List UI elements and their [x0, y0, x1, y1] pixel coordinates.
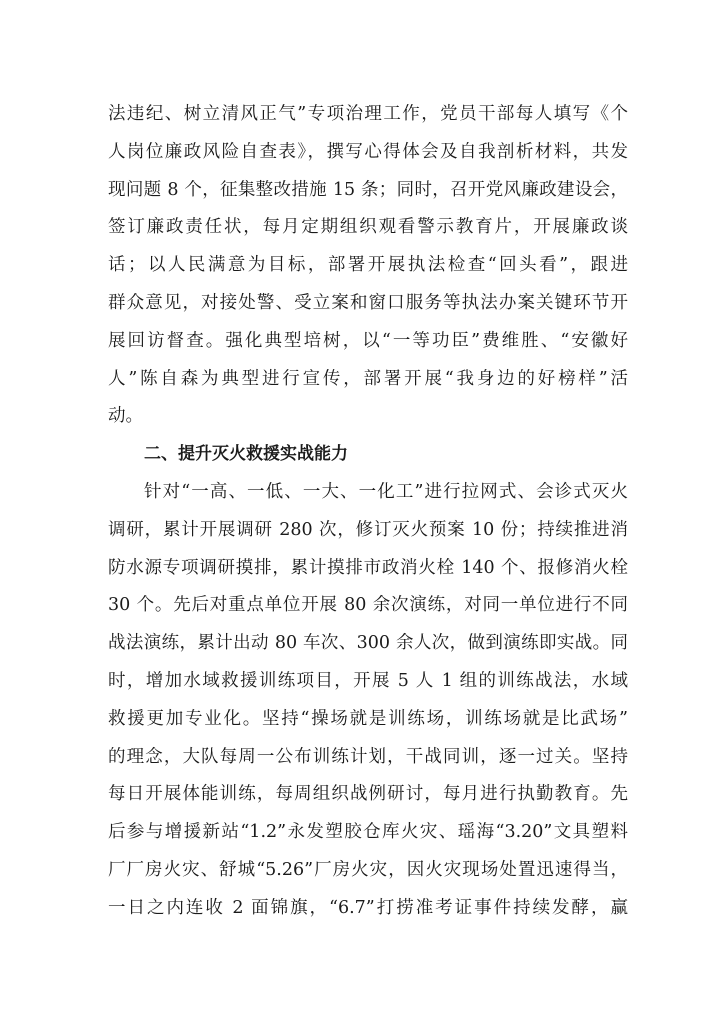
paragraph-line: 动。 [108, 406, 143, 427]
paragraph-line: 每日开展体能训练，每周组织战例研讨，每月进行执勤教育。先 [108, 784, 628, 805]
paragraph-line: 防水源专项调研摸排，累计摸排市政消火栓 140 个、报修消火栓 [108, 557, 628, 578]
paragraph-line: 战法演练，累计出动 80 车次、300 余人次，做到演练即实战。同 [108, 633, 628, 654]
paragraph-line: 人岗位廉政风险自查表》，撰写心得体会及自我剖析材料，共发 [108, 141, 628, 162]
paragraph-line: 时，增加水域救援训练项目，开展 5 人 1 组的训练战法，水域 [108, 670, 628, 691]
paragraph-line: 签订廉政责任状，每月定期组织观看警示教育片，开展廉政谈 [108, 217, 628, 238]
paragraph-line: 厂厂房火灾、舒城“5.26”厂房火灾，因火灾现场处置迅速得当， [108, 859, 628, 880]
section-heading: 二、提升灭火救援实战能力 [144, 444, 348, 465]
paragraph-line: 一日之内连收 2 面锦旗，“6.7”打捞准考证事件持续发酵，赢 [108, 897, 628, 918]
paragraph-line: 话；以人民满意为目标，部署开展执法检查“回头看”，跟进 [108, 255, 628, 276]
paragraph-line: 后参与增援新站“1.2”永发塑胶仓库火灾、瑶海“3.20”文具塑料 [108, 822, 628, 843]
paragraph-line: 群众意见，对接处警、受立案和窗口服务等执法办案关键环节开 [108, 292, 628, 313]
paragraph-line: 现问题 8 个，征集整改措施 15 条；同时，召开党风廉政建设会， [108, 179, 628, 200]
paragraph-line: 30 个。先后对重点单位开展 80 余次演练，对同一单位进行不同 [108, 595, 628, 616]
document-body [108, 96, 628, 928]
paragraph-line: 人”陈自森为典型进行宣传，部署开展“我身边的好榜样”活 [108, 368, 628, 389]
paragraph-line: 的理念，大队每周一公布训练计划，干战同训，逐一过关。坚持 [108, 746, 628, 767]
paragraph-line: 展回访督查。强化典型培树，以“一等功臣”费维胜、“安徽好 [108, 330, 628, 351]
paragraph-line: 调研，累计开展调研 280 次，修订灭火预案 10 份；持续推进消 [108, 519, 628, 540]
paragraph-line: 法违纪、树立清风正气”专项治理工作，党员干部每人填写《个 [108, 104, 628, 124]
paragraph-line: 救援更加专业化。坚持“操场就是训练场，训练场就是比武场” [108, 708, 628, 729]
paragraph-line: 针对“一高、一低、一大、一化工”进行拉网式、会诊式灭火 [144, 481, 628, 502]
